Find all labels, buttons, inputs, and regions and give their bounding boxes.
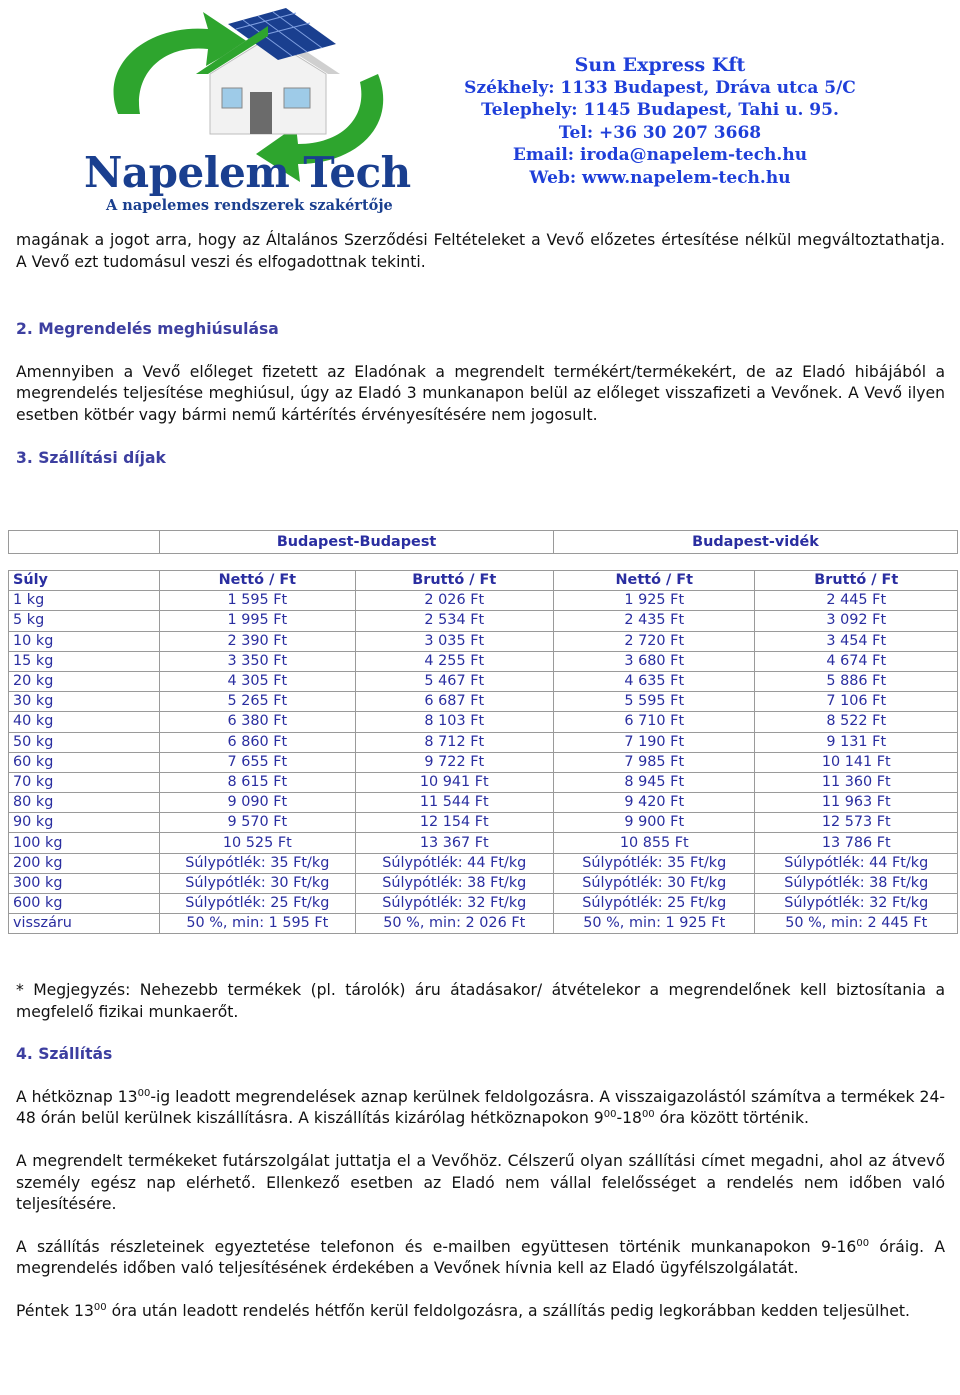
price-cell: 2 390 Ft	[160, 631, 355, 651]
price-cell: Súlypótlék: 44 Ft/kg	[355, 853, 553, 873]
price-cell: 50 %, min: 1 925 Ft	[554, 914, 755, 934]
price-cell: 4 305 Ft	[160, 671, 355, 691]
price-cell: Súlypótlék: 30 Ft/kg	[160, 873, 355, 893]
price-cell: Súlypótlék: 35 Ft/kg	[160, 853, 355, 873]
table-row	[9, 752, 958, 772]
table-row	[9, 671, 958, 691]
price-cell: 50 %, min: 2 026 Ft	[355, 914, 553, 934]
table-header-row	[9, 571, 958, 591]
weight-cell: 200 kg	[9, 853, 160, 873]
price-cell: 50 %, min: 1 595 Ft	[160, 914, 355, 934]
section-4-title: 4. Szállítás	[16, 1045, 113, 1064]
table-row	[9, 591, 958, 611]
price-cell: 13 367 Ft	[355, 833, 553, 853]
section-4-para-2: A megrendelt termékeket futárszolgálat juttatja el a Vevőhöz. Célszerű olyan szállítási címet megadni, ahol az átvevő személy egész nap elérhető. Ellenkező esetben az Eladó nem vállal felelősséget a rendelés nem időben való teljesítésére.	[16, 1151, 945, 1214]
price-cell: 50 %, min: 2 445 Ft	[755, 914, 958, 934]
price-cell: 3 092 Ft	[755, 611, 958, 631]
price-cell: 9 090 Ft	[160, 793, 355, 813]
weight-cell: 10 kg	[9, 631, 160, 651]
price-cell: 7 985 Ft	[554, 752, 755, 772]
price-cell: 5 595 Ft	[554, 692, 755, 712]
price-cell: 12 154 Ft	[355, 813, 553, 833]
col-header: Nettó / Ft	[554, 571, 755, 591]
price-cell: 5 467 Ft	[355, 671, 553, 691]
price-cell: 3 454 Ft	[755, 631, 958, 651]
price-cell: 9 900 Ft	[554, 813, 755, 833]
price-cell: 7 655 Ft	[160, 752, 355, 772]
table-row	[9, 651, 958, 671]
price-cell: 11 963 Ft	[755, 793, 958, 813]
price-cell: 3 350 Ft	[160, 651, 355, 671]
table-group-header	[9, 531, 958, 554]
weight-cell: 80 kg	[9, 793, 160, 813]
weight-cell: 40 kg	[9, 712, 160, 732]
section-4-para-4: Péntek $13^{00}$ óra után leadott rendelés hétfőn kerül feldolgozásra, a szállítás pedig legkorábban kedden teljesülhet.	[16, 1301, 910, 1320]
company-web[interactable]: Web: www.napelem-tech.hu	[529, 167, 791, 188]
price-cell: 7 190 Ft	[554, 732, 755, 752]
price-cell: 6 710 Ft	[554, 712, 755, 732]
price-cell: 8 522 Ft	[755, 712, 958, 732]
weight-cell: 90 kg	[9, 813, 160, 833]
price-cell: 4 674 Ft	[755, 651, 958, 671]
document-body-lower	[16, 980, 945, 1323]
price-cell: 4 635 Ft	[554, 671, 755, 691]
table-row	[9, 712, 958, 732]
price-cell: Súlypótlék: 32 Ft/kg	[355, 894, 553, 914]
table-row	[9, 914, 958, 934]
table-row	[9, 853, 958, 873]
price-cell: 6 380 Ft	[160, 712, 355, 732]
price-cell: 8 712 Ft	[355, 732, 553, 752]
table-row	[9, 772, 958, 792]
table-row	[9, 894, 958, 914]
price-cell: 13 786 Ft	[755, 833, 958, 853]
price-cell: 7 106 Ft	[755, 692, 958, 712]
price-cell: 1 595 Ft	[160, 591, 355, 611]
price-cell: 10 525 Ft	[160, 833, 355, 853]
weight-cell: 300 kg	[9, 873, 160, 893]
price-cell: 10 855 Ft	[554, 833, 755, 853]
section-2-body: Amennyiben a Vevő előleget fizetett az Eladónak a megrendelt termékért/termékekért, de az Eladó hibájából a megrendelés teljesítése meghiúsul, úgy az Eladó 3 munkanapon belül az előleget visszafizeti a Vevőnek. A Vevő ilyen esetben kötbér vagy bármi nemű kártérítés érvényesítésére nem jogosult.	[16, 362, 945, 424]
table-row	[9, 793, 958, 813]
price-cell: 6 860 Ft	[160, 732, 355, 752]
price-cell: 5 886 Ft	[755, 671, 958, 691]
section-2-title: 2. Megrendelés meghiúsulása	[16, 320, 279, 339]
weight-cell: 1 kg	[9, 591, 160, 611]
price-cell: 1 995 Ft	[160, 611, 355, 631]
price-cell: Súlypótlék: 25 Ft/kg	[554, 894, 755, 914]
weight-cell: 100 kg	[9, 833, 160, 853]
table-row	[9, 611, 958, 631]
weight-cell: 20 kg	[9, 671, 160, 691]
table-corner	[9, 531, 160, 554]
price-cell: Súlypótlék: 25 Ft/kg	[160, 894, 355, 914]
brand-tagline: A napelemes rendszerek szakértője	[106, 197, 393, 214]
group-budapest: Budapest-Budapest	[160, 531, 554, 554]
price-cell: 2 026 Ft	[355, 591, 553, 611]
weight-cell: 70 kg	[9, 772, 160, 792]
price-cell: 2 720 Ft	[554, 631, 755, 651]
company-name: Sun Express Kft	[574, 54, 746, 76]
weight-cell: 60 kg	[9, 752, 160, 772]
price-cell: 10 141 Ft	[755, 752, 958, 772]
price-cell: 1 925 Ft	[554, 591, 755, 611]
table-row	[9, 833, 958, 853]
price-cell: 12 573 Ft	[755, 813, 958, 833]
table-row	[9, 692, 958, 712]
price-cell: 9 722 Ft	[355, 752, 553, 772]
section-4-para-1: A hétköznap $13^{00}-ig$ leadott megrendelések aznap kerülnek feldolgozásra. A visszaigazolástól számítva a termékek 24-48 órán belül kerülnek kiszállításra. A kiszállítás kizárólag hétköznapokon $9^{00}-18^{00}$ óra között történik.	[16, 1087, 945, 1128]
intro-paragraph: magának a jogot arra, hogy az Általános Szerződési Feltételeket a Vevő előzetes értesítése nélkül megváltoztathatja. A Vevő ezt tudomásul veszi és elfogadottnak tekinti.	[16, 231, 945, 271]
weight-cell: 50 kg	[9, 732, 160, 752]
price-cell: 8 103 Ft	[355, 712, 553, 732]
price-cell: 8 615 Ft	[160, 772, 355, 792]
weight-cell: 30 kg	[9, 692, 160, 712]
table-note: * Megjegyzés: Nehezebb termékek (pl. tárolók) áru átadásakor/ átvételekor a megrendelőnek kell biztosítania a megfelelő fizikai munkaerőt.	[16, 981, 945, 1021]
document-body	[16, 230, 945, 469]
table-row	[9, 873, 958, 893]
price-cell: Súlypótlék: 35 Ft/kg	[554, 853, 755, 873]
price-cell: 2 445 Ft	[755, 591, 958, 611]
price-cell: Súlypótlék: 38 Ft/kg	[355, 873, 553, 893]
letterhead	[0, 0, 960, 222]
table-row	[9, 631, 958, 651]
section-4-para-3: A szállítás részleteinek egyeztetése telefonon és e-mailben együttesen történik munkanapokon $9-16^{00}$ óráig. A megrendelés időben való teljesítésének érdekében a Vevőnek hívnia kell az Eladó ügyfélszolgálatát.	[16, 1237, 945, 1278]
weight-cell: 600 kg	[9, 894, 160, 914]
weight-cell: 15 kg	[9, 651, 160, 671]
brand-name: Napelem Tech	[84, 148, 411, 197]
group-videk: Budapest-vidék	[554, 531, 958, 554]
price-cell: 10 941 Ft	[355, 772, 553, 792]
price-cell: 2 534 Ft	[355, 611, 553, 631]
col-header: Súly	[9, 571, 160, 591]
price-cell: 11 360 Ft	[755, 772, 958, 792]
price-cell: 4 255 Ft	[355, 651, 553, 671]
table-row	[9, 813, 958, 833]
company-seat: Székhely: 1133 Budapest, Dráva utca 5/C	[464, 77, 856, 98]
weight-cell: visszáru	[9, 914, 160, 934]
company-info	[440, 54, 880, 189]
weight-cell: 5 kg	[9, 611, 160, 631]
price-cell: 3 680 Ft	[554, 651, 755, 671]
section-3-title: 3. Szállítási díjak	[16, 448, 166, 467]
price-cell: 9 131 Ft	[755, 732, 958, 752]
company-phone: Tel: +36 30 207 3668	[558, 122, 762, 143]
price-cell: 11 544 Ft	[355, 793, 553, 813]
shipping-fees-table	[8, 530, 958, 934]
price-cell: Súlypótlék: 30 Ft/kg	[554, 873, 755, 893]
price-cell: Súlypótlék: 44 Ft/kg	[755, 853, 958, 873]
price-cell: 5 265 Ft	[160, 692, 355, 712]
price-cell: 8 945 Ft	[554, 772, 755, 792]
col-header: Bruttó / Ft	[355, 571, 553, 591]
price-cell: Súlypótlék: 32 Ft/kg	[755, 894, 958, 914]
col-header: Nettó / Ft	[160, 571, 355, 591]
col-header: Bruttó / Ft	[755, 571, 958, 591]
price-cell: Súlypótlék: 38 Ft/kg	[755, 873, 958, 893]
table-row	[9, 732, 958, 752]
price-cell: 9 570 Ft	[160, 813, 355, 833]
price-cell: 2 435 Ft	[554, 611, 755, 631]
company-email[interactable]: Email: iroda@napelem-tech.hu	[512, 145, 808, 165]
company-site: Telephely: 1145 Budapest, Tahi u. 95.	[481, 100, 839, 120]
price-cell: 3 035 Ft	[355, 631, 553, 651]
price-cell: 9 420 Ft	[554, 793, 755, 813]
price-cell: 6 687 Ft	[355, 692, 553, 712]
